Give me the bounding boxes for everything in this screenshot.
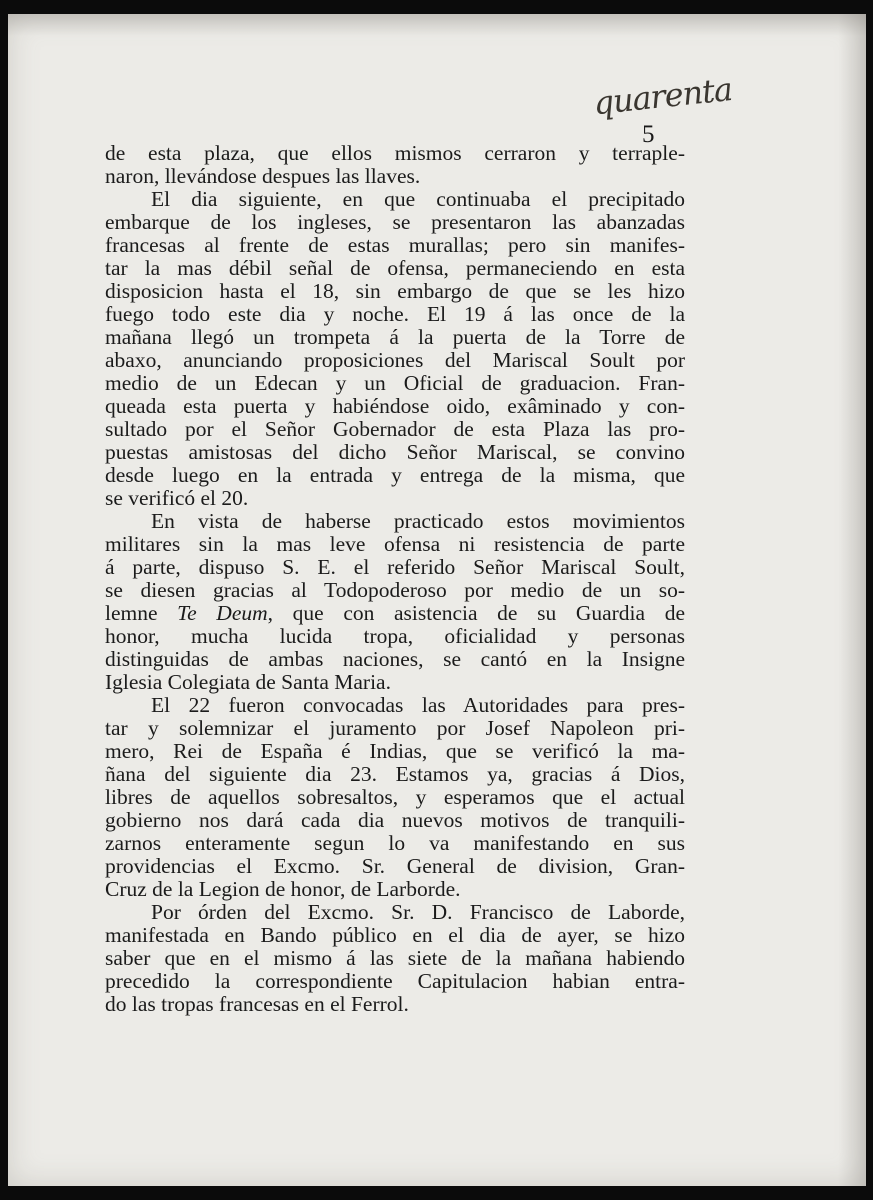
text-line: Iglesia Colegiata de Santa Maria.	[105, 670, 391, 694]
text-line: medio de un Edecan y un Oficial de graduacion. Fran-	[105, 371, 685, 395]
text-line: El 22 fueron convocadas las Autoridades para pres-	[151, 693, 685, 717]
text-line: gobierno nos dará cada dia nuevos motivos de tranquili-	[105, 808, 685, 832]
text-line: Cruz de la Legion de honor, de Larborde.	[105, 877, 461, 901]
text-line: naron, llevándose despues las llaves.	[105, 164, 421, 188]
text-line: mañana llegó un trompeta á la puerta de la Torre de	[105, 325, 685, 349]
handwritten-annotation: quarenta	[591, 70, 734, 123]
text-line: embarque de los ingleses, se presentaron las abanzadas	[105, 210, 685, 234]
text-line: militares sin la mas leve ofensa ni resistencia de parte	[105, 532, 685, 556]
text-line: do las tropas francesas en el Ferrol.	[105, 992, 409, 1016]
text-line: Por órden del Excmo. Sr. D. Francisco de Laborde,	[151, 900, 685, 924]
text-line: puestas amistosas del dicho Señor Mariscal, se convino	[105, 440, 685, 464]
document-page	[8, 14, 866, 1186]
text-line: de esta plaza, que ellos mismos cerraron y terraple-	[105, 141, 685, 165]
text-line: precedido la correspondiente Capitulacion habian entra-	[105, 969, 685, 993]
text-line: mero, Rei de España é Indias, que se verificó la ma-	[105, 739, 685, 763]
page-shadow-right	[838, 14, 866, 1186]
text-line: abaxo, anunciando proposiciones del Mariscal Soult por	[105, 348, 685, 372]
text-line: El dia siguiente, en que continuaba el precipitado	[151, 187, 685, 211]
text-line: francesas al frente de estas murallas; pero sin manifes-	[105, 233, 685, 257]
text-line: libres de aquellos sobresaltos, y esperamos que el actual	[105, 785, 685, 809]
text-line: tar la mas débil señal de ofensa, permaneciendo en esta	[105, 256, 685, 280]
text-line: desde luego en la entrada y entrega de la misma, que	[105, 463, 685, 487]
text-line: En vista de haberse practicado estos movimientos	[151, 509, 685, 533]
text-line: distinguidas de ambas naciones, se cantó en la Insigne	[105, 647, 685, 671]
italic-phrase: Te Deum	[177, 601, 268, 625]
text-line: sultado por el Señor Gobernador de esta Plaza las pro-	[105, 417, 685, 441]
text-line: lemne Te Deum, que con asistencia de su Guardia de	[105, 601, 685, 625]
text-line: queada esta puerta y habiéndose oido, exâminado y con-	[105, 394, 685, 418]
text-line: se diesen gracias al Todopoderoso por medio de un so-	[105, 578, 685, 602]
text-line: providencias el Excmo. Sr. General de division, Gran-	[105, 854, 685, 878]
text-line: á parte, dispuso S. E. el referido Señor Mariscal Soult,	[105, 555, 685, 579]
text-line: se verificó el 20.	[105, 486, 249, 510]
page-number: 5	[642, 121, 655, 148]
text-line: honor, mucha lucida tropa, oficialidad y personas	[105, 624, 685, 648]
text-line: tar y solemnizar el juramento por Josef Napoleon pri-	[105, 716, 685, 740]
text-line: disposicion hasta el 18, sin embargo de que se les hizo	[105, 279, 685, 303]
text-line: ñana del siguiente dia 23. Estamos ya, gracias á Dios,	[105, 762, 685, 786]
page-shadow-top	[8, 14, 866, 36]
text-line: zarnos enteramente segun lo va manifestando en sus	[105, 831, 685, 855]
text-line: fuego todo este dia y noche. El 19 á las once de la	[105, 302, 685, 326]
body-text	[105, 142, 685, 1016]
text-line: saber que en el mismo á las siete de la mañana habiendo	[105, 946, 685, 970]
text-line: manifestada en Bando público en el dia de ayer, se hizo	[105, 923, 685, 947]
